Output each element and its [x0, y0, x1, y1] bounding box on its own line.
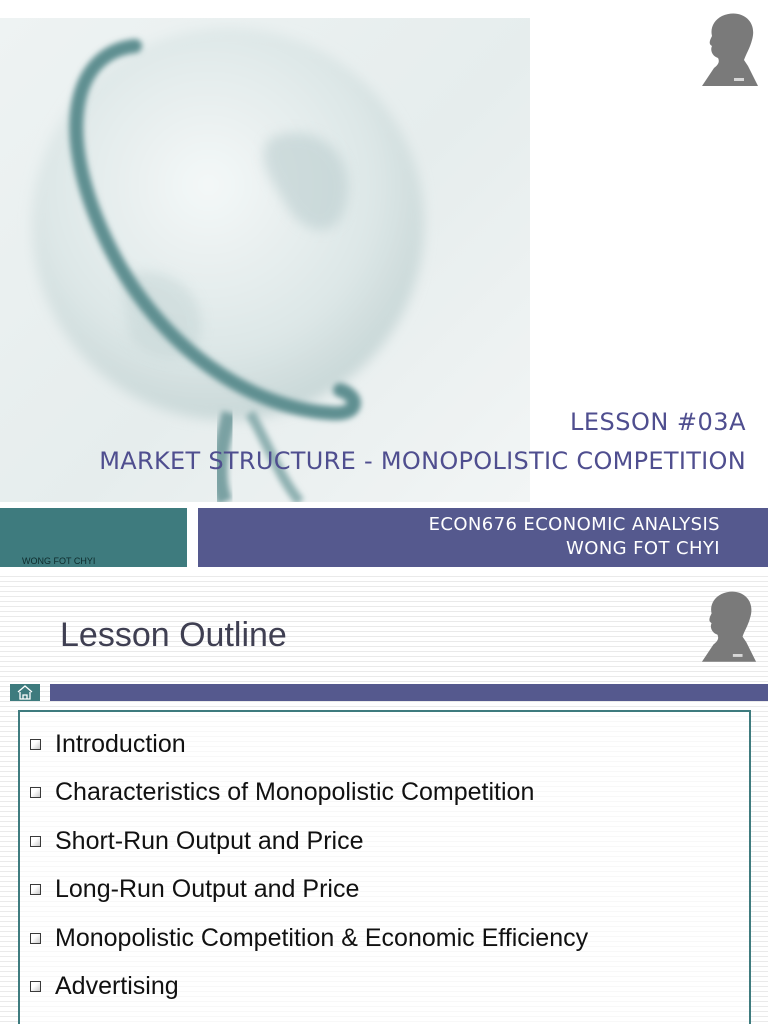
- lesson-title: MARKET STRUCTURE - MONOPOLISTIC COMPETITION: [99, 447, 746, 475]
- outline-slide: [0, 572, 768, 1024]
- list-item: [30, 817, 588, 866]
- portrait-silhouette-icon: [700, 588, 758, 662]
- square-bullet-icon: [30, 836, 41, 847]
- globe-image: [0, 18, 530, 502]
- home-icon[interactable]: [10, 684, 40, 701]
- list-item: [30, 963, 588, 1012]
- list-item-label: Short-Run Output and Price: [55, 826, 364, 855]
- square-bullet-icon: [30, 884, 41, 895]
- square-bullet-icon: [30, 933, 41, 944]
- course-name: ECON676 ECONOMIC ANALYSIS: [428, 514, 720, 535]
- list-item-label: Monopolistic Competition & Economic Efficiency: [55, 923, 589, 952]
- instructor-name: WONG FOT CHYI: [566, 538, 720, 559]
- lesson-number: LESSON #03A: [569, 408, 746, 436]
- list-item-label: Long-Run Output and Price: [55, 875, 360, 904]
- list-item-label: Characteristics of Monopolistic Competition: [55, 778, 535, 807]
- square-bullet-icon: [30, 981, 41, 992]
- outline-list: [30, 720, 588, 1011]
- slide-title: Lesson Outline: [60, 616, 287, 654]
- portrait-silhouette-icon: [700, 10, 760, 86]
- outline-content-box: [18, 710, 751, 1024]
- list-item-label: Introduction: [55, 729, 186, 758]
- footer-author: WONG FOT CHYI: [22, 556, 96, 566]
- list-item-label: Advertising: [55, 972, 179, 1001]
- list-item: [30, 720, 588, 769]
- square-bullet-icon: [30, 739, 41, 750]
- list-item: [30, 769, 588, 818]
- square-bullet-icon: [30, 787, 41, 798]
- list-item: [30, 914, 588, 963]
- globe-image-panel: [0, 18, 530, 502]
- header-bar: [50, 684, 768, 701]
- list-item: [30, 866, 588, 915]
